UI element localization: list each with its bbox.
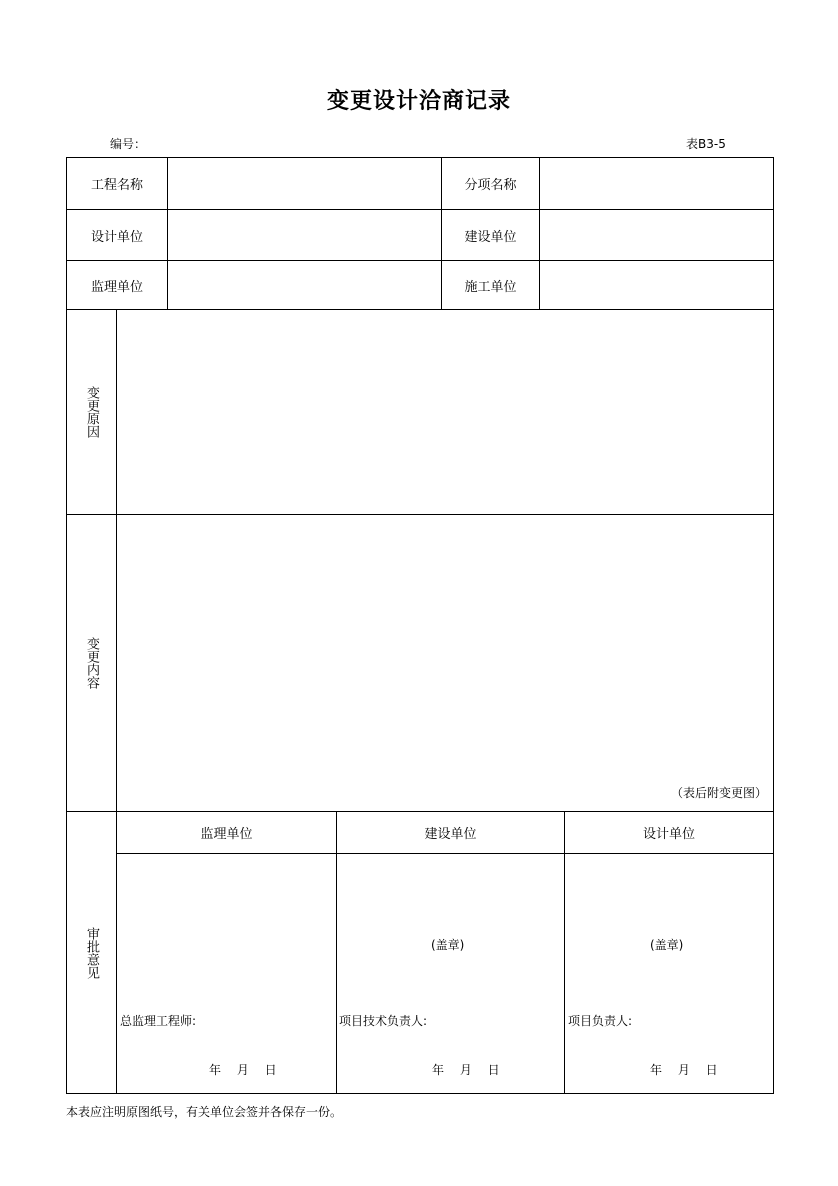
change-content-label: 变更内容 [84, 637, 99, 689]
form-number: 表B3-5 [686, 137, 726, 151]
approval-owner-header: 建设单位 [424, 827, 477, 842]
project-lead-signature-label: 项目负责人: [568, 1014, 633, 1028]
code-label: 编号： [110, 137, 147, 151]
supervision-date: 年 月 日 [209, 1063, 277, 1077]
contractor-field[interactable] [540, 261, 773, 309]
change-content-label-cell [67, 515, 116, 811]
supervision-unit-field[interactable] [168, 261, 441, 309]
construction-owner-label: 建设单位 [464, 229, 517, 245]
col-divider [336, 811, 337, 1094]
document-title: 变更设计洽商记录 [326, 89, 511, 114]
subproject-name-field[interactable] [540, 158, 773, 209]
approval-label-cell [67, 812, 116, 1094]
project-tech-lead-signature-label: 项目技术负责人: [339, 1014, 428, 1028]
chief-supervisor-signature-label: 总监理工程师: [120, 1014, 197, 1028]
design-unit-label: 设计单位 [90, 229, 143, 245]
project-name-field[interactable] [168, 158, 441, 209]
owner-date: 年 月 日 [432, 1063, 500, 1077]
change-reason-label: 变更原因 [84, 386, 99, 438]
supervision-unit-label: 监理单位 [90, 279, 143, 295]
project-name-label: 工程名称 [90, 178, 143, 193]
attached-drawing-note: （表后附变更图） [671, 786, 768, 800]
change-reason-field[interactable] [117, 310, 773, 514]
approval-design-header: 设计单位 [642, 827, 695, 842]
design-seal-text: (盖章) [650, 938, 684, 952]
footnote: 本表应注明原图纸号，有关单位会签并各保存一份。 [66, 1105, 343, 1119]
design-unit-field[interactable] [168, 210, 441, 260]
approval-label: 审批意见 [84, 927, 99, 979]
approval-supervision-header: 监理单位 [200, 827, 253, 842]
change-content-field[interactable] [117, 515, 773, 811]
contractor-label: 施工单位 [464, 279, 517, 295]
form-table [66, 157, 774, 1094]
row-divider [117, 853, 773, 854]
subproject-name-label: 分项名称 [464, 178, 517, 193]
construction-owner-field[interactable] [540, 210, 773, 260]
owner-seal-text: (盖章) [431, 938, 465, 952]
design-date: 年 月 日 [650, 1063, 718, 1077]
col-divider [564, 811, 565, 1094]
change-reason-label-cell [67, 310, 116, 514]
